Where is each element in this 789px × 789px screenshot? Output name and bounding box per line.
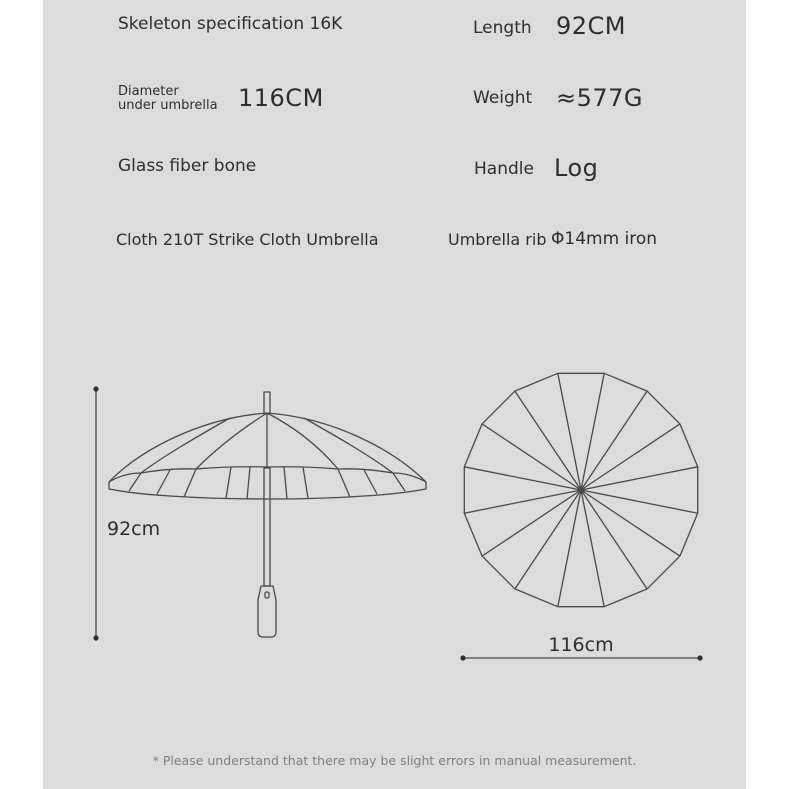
umbrella-tip <box>264 392 270 414</box>
rib-label: Umbrella rib <box>448 230 547 249</box>
cloth-spec: Cloth 210T Strike Cloth Umbrella <box>116 230 379 249</box>
length-value: 92CM <box>556 12 627 40</box>
diameter-value: 116CM <box>238 84 324 112</box>
diameter-label-line1: Diameter <box>118 84 179 99</box>
canopy-skirt <box>109 482 426 499</box>
bone-spec: Glass fiber bone <box>118 156 257 176</box>
handle-button <box>265 592 269 598</box>
canopy-edge <box>109 467 426 482</box>
diameter-dimension-line <box>460 655 702 660</box>
canopy-panel-seams <box>141 413 393 473</box>
canopy-ribs <box>464 373 697 606</box>
weight-label: Weight <box>473 88 533 108</box>
measurement-note: * Please understand that there may be slight errors in manual measurement. <box>152 753 637 768</box>
rib-value: Φ14mm iron <box>551 229 658 249</box>
diameter-label-line2: under umbrella <box>118 98 218 113</box>
diameter-label: 116cm <box>548 634 614 656</box>
height-label: 92cm <box>107 518 161 540</box>
umbrella-side-view <box>109 392 426 637</box>
weight-value: ≈577G <box>556 84 644 112</box>
handle-label: Handle <box>474 159 534 179</box>
height-dimension-line <box>93 386 98 640</box>
skeleton-spec: Skeleton specification 16K <box>118 14 343 34</box>
canopy-inner-ribs <box>129 467 405 499</box>
length-label: Length <box>473 18 532 38</box>
umbrella-handle <box>258 586 276 637</box>
canopy-hub <box>579 488 584 493</box>
umbrella-top-view <box>464 373 697 606</box>
umbrella-shaft <box>264 468 270 586</box>
handle-value: Log <box>554 154 599 182</box>
